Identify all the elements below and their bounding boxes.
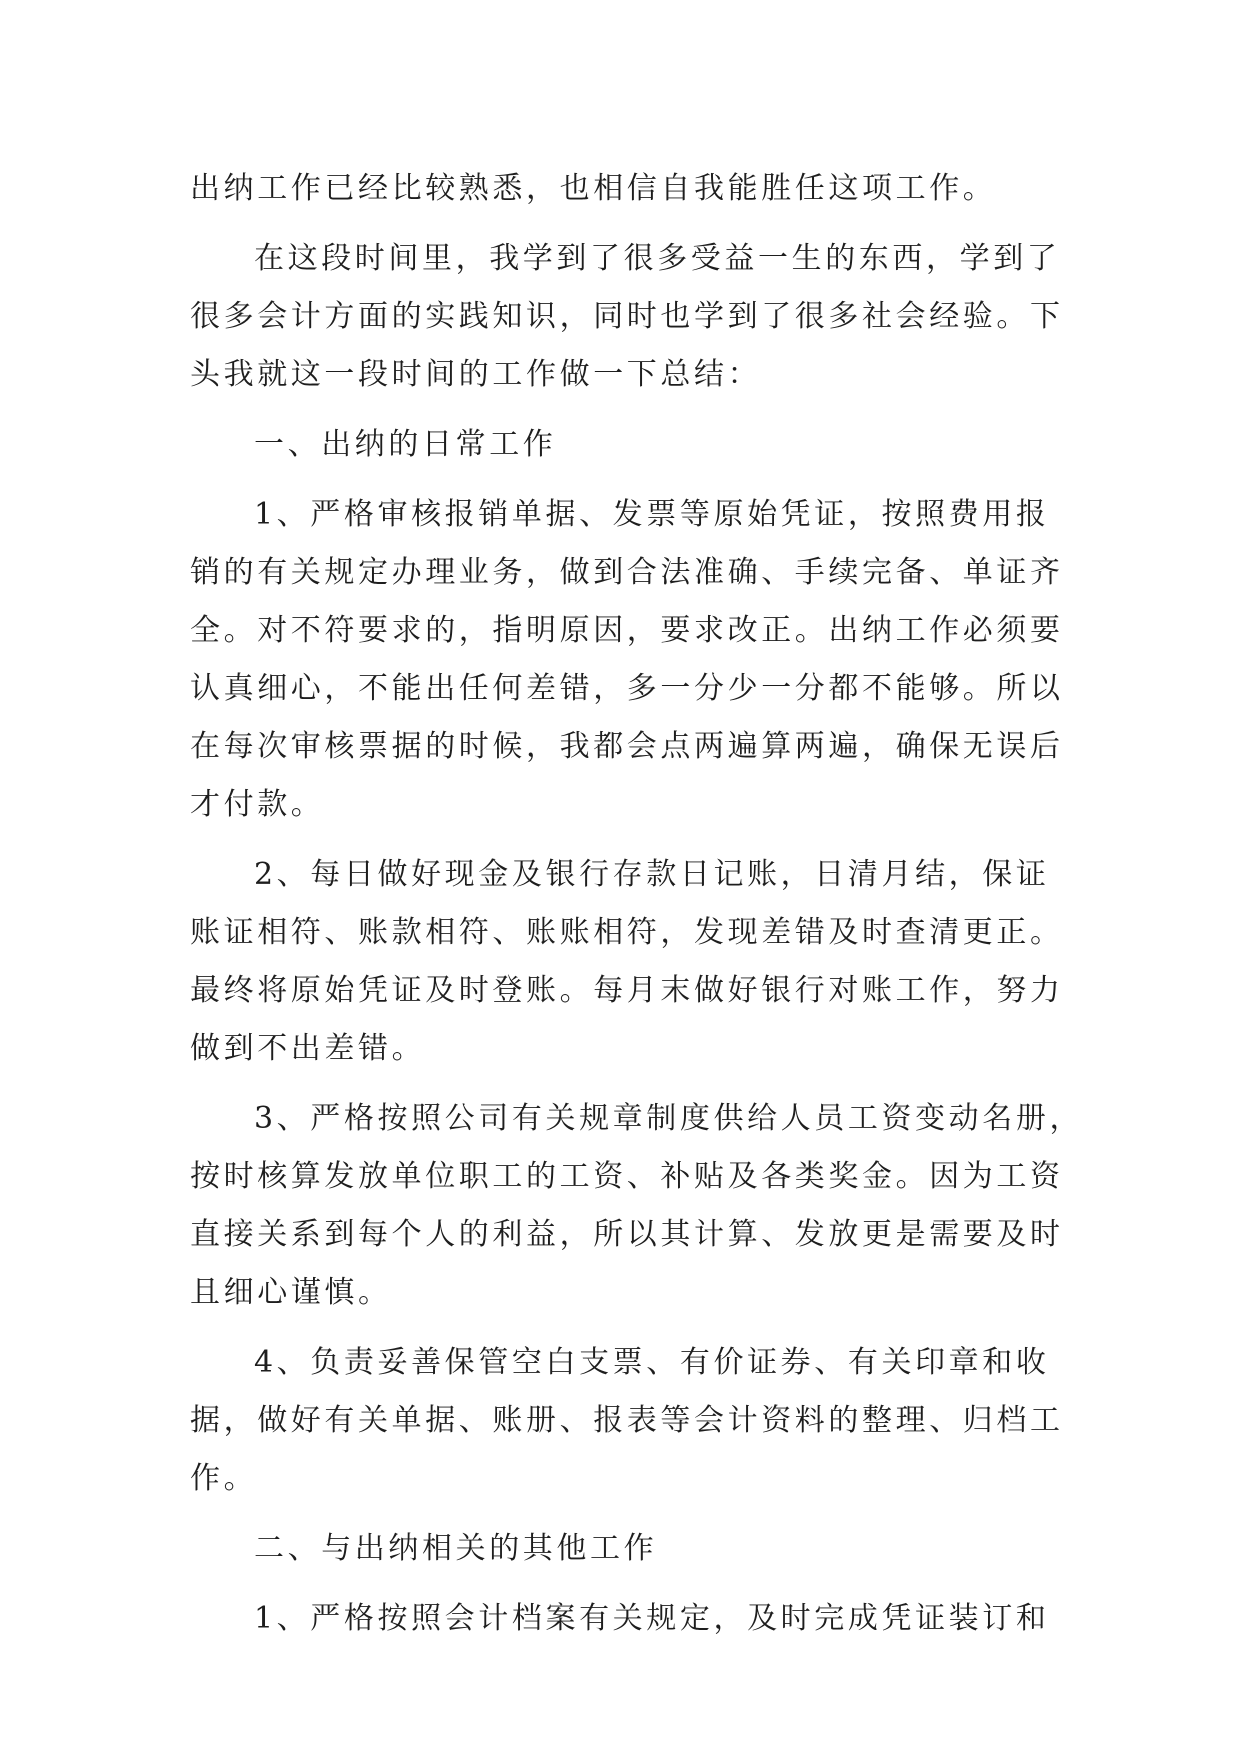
paragraph-gap: [190, 1078, 1060, 1090]
paragraph-gap: [190, 404, 1060, 416]
text-line: 认真细心，不能出任何差错，多一分少一分都不能够。所以: [190, 671, 1064, 706]
text-line: 最终将原始凭证及时登账。每月末做好银行对账工作，努力: [190, 973, 1064, 1008]
text-line: 在这段时间里，我学到了很多受益一生的东西，学到了: [254, 241, 1061, 276]
text-line: 直接关系到每个人的利益，所以其计算、发放更是需要及时: [190, 1217, 1064, 1252]
document-body: [190, 160, 1084, 1648]
text-line: 出纳工作已经比较熟悉，也相信自我能胜任这项工作。: [190, 171, 997, 206]
text-line: 作。: [190, 1461, 258, 1496]
text-line: 3、严格按照公司有关规章制度供给人员工资变动名册，: [254, 1101, 1084, 1136]
paragraph-gap: [190, 834, 1060, 846]
paragraph-gap: [190, 1508, 1060, 1520]
text-line: 据，做好有关单据、账册、报表等会计资料的整理、归档工: [190, 1403, 1064, 1438]
text-line: 账证相符、账款相符、账账相符，发现差错及时查清更正。: [190, 915, 1064, 950]
text-line: 销的有关规定办理业务，做到合法准确、手续完备、单证齐: [190, 555, 1064, 590]
text-line: 2、每日做好现金及银行存款日记账，日清月结，保证: [254, 857, 1050, 892]
text-line: 才付款。: [190, 787, 325, 822]
text-line: 按时核算发放单位职工的工资、补贴及各类奖金。因为工资: [190, 1159, 1064, 1194]
paragraph-gap: [190, 218, 1060, 230]
text-line: 且细心谨慎。: [190, 1275, 392, 1310]
text-line: 一、出纳的日常工作: [254, 427, 557, 462]
text-line: 1、严格审核报销单据、发票等原始凭证，按照费用报: [254, 497, 1050, 532]
text-line: 做到不出差错。: [190, 1031, 426, 1066]
text-line: 1、严格按照会计档案有关规定，及时完成凭证装订和: [254, 1601, 1050, 1636]
paragraph-gap: [190, 1322, 1060, 1334]
text-line: 全。对不符要求的，指明原因，要求改正。出纳工作必须要: [190, 613, 1064, 648]
text-line: 头我就这一段时间的工作做一下总结：: [190, 357, 762, 392]
text-line: 4、负责妥善保管空白支票、有价证券、有关印章和收: [254, 1345, 1050, 1380]
paragraph-gap: [190, 474, 1060, 486]
text-line: 在每次审核票据的时候，我都会点两遍算两遍，确保无误后: [190, 729, 1064, 764]
paragraph-gap: [190, 1578, 1060, 1590]
text-line: 二、与出纳相关的其他工作: [254, 1531, 658, 1566]
text-line: 很多会计方面的实践知识，同时也学到了很多社会经验。下: [190, 299, 1064, 334]
